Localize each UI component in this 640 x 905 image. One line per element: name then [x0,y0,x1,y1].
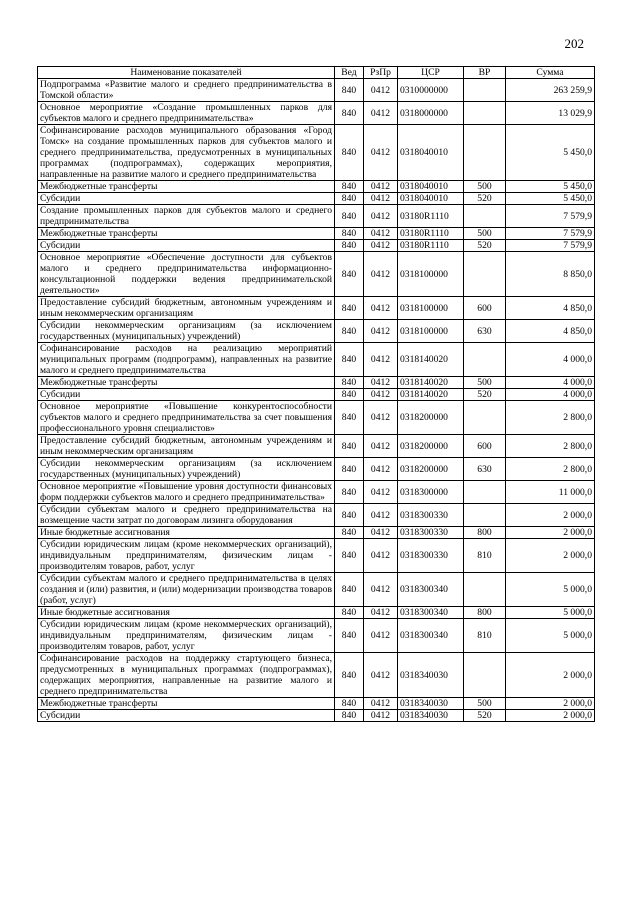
cell-rzpr: 0412 [364,377,398,389]
table-row [38,205,595,228]
cell-sum: 11 000,0 [506,481,595,504]
table-row [38,607,595,619]
cell-name: Софинансирование расходов на реализацию мероприятий муниципальных программ (подпрограмм), направленных на развитие малого и среднего предпринимательства [38,343,335,377]
cell-name: Подпрограмма «Развитие малого и среднего предпринимательства в Томской области» [38,79,335,102]
table-row [38,377,595,389]
cell-sum: 5 000,0 [506,573,595,607]
cell-vr: 500 [464,228,506,240]
column-header-ved: Вед [335,67,364,79]
cell-rzpr: 0412 [364,205,398,228]
cell-sum: 4 000,0 [506,377,595,389]
table-row [38,343,595,377]
cell-ved: 840 [335,79,364,102]
cell-rzpr: 0412 [364,79,398,102]
cell-csr: 0318100000 [398,297,464,320]
cell-name: Субсидии некоммерческим организациям (за исключением государственных (муниципальных) учреждений) [38,320,335,343]
cell-csr: 0318140020 [398,377,464,389]
cell-vr [464,102,506,125]
cell-csr: 0318000000 [398,102,464,125]
table-row [38,527,595,539]
cell-ved: 840 [335,240,364,252]
cell-rzpr: 0412 [364,252,398,297]
cell-ved: 840 [335,320,364,343]
cell-ved: 840 [335,125,364,181]
cell-name: Субсидии некоммерческим организациям (за исключением государственных (муниципальных) учреждений) [38,458,335,481]
cell-sum: 2 000,0 [506,653,595,698]
cell-name: Создание промышленных парков для субъектов малого и среднего предпринимательства [38,205,335,228]
cell-rzpr: 0412 [364,710,398,722]
table-header-row [38,67,595,79]
cell-csr: 0318300340 [398,619,464,653]
cell-sum: 2 000,0 [506,527,595,539]
cell-name: Основное мероприятие «Обеспечение доступности для субъектов малого и среднего предпринимательства информационно-консультационной поддержки ведения предпринимательской деятельности» [38,252,335,297]
budget-table [37,66,595,722]
cell-name: Основное мероприятие «Повышение конкурентоспособности субъектов малого и среднего предпринимательства за счет повышения профессионального уровня специалистов» [38,401,335,435]
cell-sum: 13 029,9 [506,102,595,125]
cell-csr: 0318340030 [398,698,464,710]
cell-ved: 840 [335,710,364,722]
table-row [38,698,595,710]
cell-sum: 5 450,0 [506,125,595,181]
cell-rzpr: 0412 [364,193,398,205]
table-row [38,710,595,722]
cell-csr: 0318200000 [398,401,464,435]
cell-sum: 2 000,0 [506,539,595,573]
cell-rzpr: 0412 [364,401,398,435]
cell-vr: 600 [464,297,506,320]
cell-sum: 2 800,0 [506,401,595,435]
column-header-rzpr: РзПр [364,67,398,79]
cell-vr: 630 [464,458,506,481]
cell-name: Межбюджетные трансферты [38,377,335,389]
cell-sum: 4 850,0 [506,297,595,320]
cell-sum: 5 000,0 [506,607,595,619]
cell-sum: 8 850,0 [506,252,595,297]
cell-vr: 600 [464,435,506,458]
cell-csr: 03180R1110 [398,205,464,228]
cell-vr: 810 [464,619,506,653]
cell-csr: 0318140020 [398,343,464,377]
cell-vr [464,401,506,435]
cell-ved: 840 [335,653,364,698]
table-row [38,504,595,527]
cell-vr [464,205,506,228]
cell-csr: 0318200000 [398,458,464,481]
cell-rzpr: 0412 [364,435,398,458]
cell-ved: 840 [335,458,364,481]
cell-vr: 800 [464,527,506,539]
cell-ved: 840 [335,401,364,435]
cell-sum: 2 000,0 [506,710,595,722]
cell-name: Субсидии юридическим лицам (кроме некоммерческих организаций), индивидуальным предпринимателям, физическим лицам - производителям товаров, работ, услуг [38,619,335,653]
cell-rzpr: 0412 [364,320,398,343]
cell-name: Иные бюджетные ассигнования [38,527,335,539]
cell-ved: 840 [335,389,364,401]
cell-csr: 0318300340 [398,573,464,607]
page-number: 202 [564,36,584,51]
cell-sum: 4 000,0 [506,343,595,377]
cell-ved: 840 [335,607,364,619]
cell-ved: 840 [335,193,364,205]
table-row [38,573,595,607]
cell-ved: 840 [335,102,364,125]
cell-csr: 0318300340 [398,607,464,619]
cell-rzpr: 0412 [364,539,398,573]
cell-csr: 03180R1110 [398,240,464,252]
cell-rzpr: 0412 [364,481,398,504]
cell-name: Субсидии [38,710,335,722]
cell-sum: 2 800,0 [506,458,595,481]
cell-vr: 520 [464,240,506,252]
cell-name: Субсидии субъектам малого и среднего предпринимательства в целях создания и (или) развития, и (или) модернизации производства товаров (работ, услуг) [38,573,335,607]
cell-vr: 500 [464,698,506,710]
table-row [38,619,595,653]
cell-sum: 5 450,0 [506,193,595,205]
cell-csr: 0318300330 [398,527,464,539]
cell-rzpr: 0412 [364,619,398,653]
cell-name: Субсидии [38,389,335,401]
cell-ved: 840 [335,297,364,320]
cell-sum: 7 579,9 [506,205,595,228]
cell-ved: 840 [335,252,364,297]
cell-ved: 840 [335,539,364,573]
table-row [38,435,595,458]
cell-csr: 0318100000 [398,320,464,343]
table-row [38,458,595,481]
cell-vr [464,653,506,698]
cell-name: Межбюджетные трансферты [38,698,335,710]
cell-ved: 840 [335,377,364,389]
table-row [38,181,595,193]
cell-vr: 810 [464,539,506,573]
cell-csr: 0318300330 [398,504,464,527]
cell-csr: 0318100000 [398,252,464,297]
cell-name: Предоставление субсидий бюджетным, автономным учреждениям и иным некоммерческим организациям [38,297,335,320]
cell-ved: 840 [335,527,364,539]
cell-vr [464,504,506,527]
cell-sum: 4 000,0 [506,389,595,401]
cell-csr: 0318140020 [398,389,464,401]
cell-csr: 0318300000 [398,481,464,504]
cell-name: Субсидии [38,193,335,205]
cell-name: Основное мероприятие «Повышение уровня доступности финансовых форм поддержки субъектов малого и среднего предпринимательства» [38,481,335,504]
cell-ved: 840 [335,205,364,228]
cell-rzpr: 0412 [364,458,398,481]
cell-name: Субсидии [38,240,335,252]
table-row [38,320,595,343]
cell-sum: 2 000,0 [506,504,595,527]
cell-name: Софинансирование расходов на поддержку стартующего бизнеса, предусмотренных в муниципальных программах (подпрограммах), содержащих мероприятия, направленные на развитие малого и среднего предпринимательства [38,653,335,698]
cell-ved: 840 [335,343,364,377]
table-row [38,401,595,435]
cell-name: Межбюджетные трансферты [38,181,335,193]
cell-name: Субсидии субъектам малого и среднего предпринимательства на возмещение части затрат по договорам лизинга оборудования [38,504,335,527]
cell-name: Иные бюджетные ассигнования [38,607,335,619]
table-row [38,79,595,102]
cell-vr [464,125,506,181]
cell-rzpr: 0412 [364,343,398,377]
cell-sum: 2 800,0 [506,435,595,458]
cell-name: Субсидии юридическим лицам (кроме некоммерческих организаций), индивидуальным предпринимателям, физическим лицам - производителям товаров, работ, услуг [38,539,335,573]
table-row [38,481,595,504]
cell-sum: 4 850,0 [506,320,595,343]
cell-csr: 0318040010 [398,193,464,205]
table-body [38,79,595,722]
cell-vr: 500 [464,377,506,389]
cell-rzpr: 0412 [364,240,398,252]
cell-rzpr: 0412 [364,181,398,193]
cell-csr: 0318340030 [398,710,464,722]
cell-vr: 520 [464,710,506,722]
cell-rzpr: 0412 [364,125,398,181]
cell-csr: 0318300330 [398,539,464,573]
cell-csr: 0318200000 [398,435,464,458]
cell-ved: 840 [335,573,364,607]
table-row [38,389,595,401]
cell-sum: 7 579,9 [506,240,595,252]
cell-vr [464,79,506,102]
table-row [38,539,595,573]
cell-sum: 263 259,9 [506,79,595,102]
cell-vr: 630 [464,320,506,343]
table-row [38,102,595,125]
cell-rzpr: 0412 [364,297,398,320]
cell-csr: 0318040010 [398,125,464,181]
cell-name: Межбюджетные трансферты [38,228,335,240]
cell-csr: 0318040010 [398,181,464,193]
cell-rzpr: 0412 [364,228,398,240]
cell-sum: 2 000,0 [506,698,595,710]
column-header-vr: ВР [464,67,506,79]
cell-rzpr: 0412 [364,607,398,619]
cell-rzpr: 0412 [364,389,398,401]
cell-vr [464,573,506,607]
column-header-csr: ЦСР [398,67,464,79]
column-header-name: Наименование показателей [38,67,335,79]
table-row [38,240,595,252]
cell-vr [464,481,506,504]
cell-csr: 0310000000 [398,79,464,102]
cell-vr: 520 [464,193,506,205]
cell-sum: 7 579,9 [506,228,595,240]
table-row [38,193,595,205]
column-header-sum: Сумма [506,67,595,79]
cell-vr: 520 [464,389,506,401]
cell-sum: 5 000,0 [506,619,595,653]
cell-vr: 800 [464,607,506,619]
cell-name: Софинансирование расходов муниципального образования «Город Томск» на создание промышленных парков для субъектов малого и среднего предпринимательства, предусмотренных в муниципальных программах (подпрограммах), содержащих мероприятия, направленные на развитие малого и среднего предпринимательства [38,125,335,181]
cell-ved: 840 [335,619,364,653]
cell-rzpr: 0412 [364,527,398,539]
cell-vr: 500 [464,181,506,193]
cell-rzpr: 0412 [364,573,398,607]
table-row [38,653,595,698]
cell-ved: 840 [335,504,364,527]
cell-csr: 03180R1110 [398,228,464,240]
cell-name: Предоставление субсидий бюджетным, автономным учреждениям и иным некоммерческим организациям [38,435,335,458]
cell-name: Основное мероприятие «Создание промышленных парков для субъектов малого и среднего предпринимательства» [38,102,335,125]
cell-rzpr: 0412 [364,698,398,710]
cell-rzpr: 0412 [364,102,398,125]
table-row [38,252,595,297]
table-row [38,125,595,181]
cell-ved: 840 [335,698,364,710]
cell-sum: 5 450,0 [506,181,595,193]
cell-rzpr: 0412 [364,504,398,527]
cell-csr: 0318340030 [398,653,464,698]
cell-rzpr: 0412 [364,653,398,698]
cell-vr [464,252,506,297]
table-row [38,297,595,320]
cell-ved: 840 [335,435,364,458]
cell-ved: 840 [335,181,364,193]
cell-ved: 840 [335,228,364,240]
table-row [38,228,595,240]
cell-ved: 840 [335,481,364,504]
cell-vr [464,343,506,377]
